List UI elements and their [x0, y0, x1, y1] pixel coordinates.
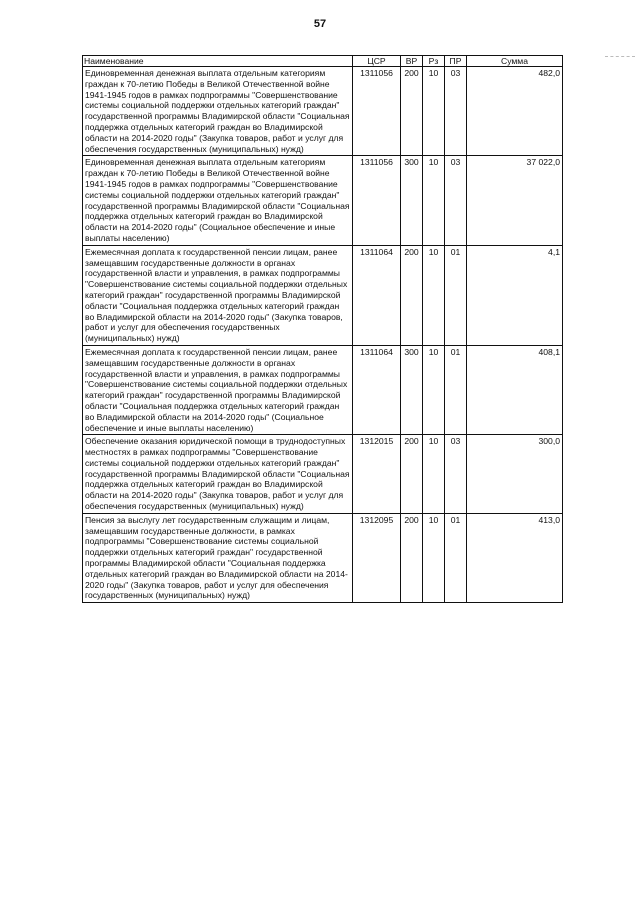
- table-row: [83, 435, 563, 514]
- row-sum: 37 022,0: [467, 156, 563, 245]
- header-pr: ПР: [445, 56, 467, 67]
- row-pr: 01: [445, 245, 467, 345]
- table-row: [83, 156, 563, 245]
- row-sum: 4,1: [467, 245, 563, 345]
- table-header-row: [83, 56, 563, 67]
- header-vr: ВР: [401, 56, 423, 67]
- table-row: [83, 345, 563, 434]
- row-rz: 10: [423, 345, 445, 434]
- row-rz: 10: [423, 435, 445, 514]
- row-sum: 300,0: [467, 435, 563, 514]
- header-name: Наименование: [83, 56, 353, 67]
- row-vr: 200: [401, 245, 423, 345]
- header-rz: Рз: [423, 56, 445, 67]
- row-name: Ежемесячная доплата к государственной пенсии лицам, ранее замещавшим государственные должности в органах государственной власти и управления, в рамках подпрограммы "Совершенствование системы социальной поддержки отдельных категорий граждан" государственной программы Владимирской области "Социальная поддержка отдельных категорий граждан во Владимирской области на 2014-2020 годы" (Социальное обеспечение и иные выплаты населению): [83, 345, 353, 434]
- table-row: [83, 67, 563, 156]
- row-name: Обеспечение оказания юридической помощи в труднодоступных местностях в рамках подпрограммы "Совершенствование системы социальной поддержки отдельных категорий граждан" государственной программы Владимирской области "Социальная поддержка отдельных категорий граждан во Владимирской области на 2014-2020 годы" (Закупка товаров, работ и услуг для обеспечения государственных (муниципальных) нужд): [83, 435, 353, 514]
- row-vr: 200: [401, 513, 423, 602]
- row-name: Ежемесячная доплата к государственной пенсии лицам, ранее замещавшим государственные должности в органах государственной власти и управления, в рамках подпрограммы "Совершенствование системы социальной поддержки отдельных категорий граждан" государственной программы Владимирской области "Социальная поддержка отдельных категорий граждан во Владимирской области на 2014-2020 годы" (Закупка товаров, работ и услуг для обеспечения государственных (муниципальных) нужд): [83, 245, 353, 345]
- row-name: Единовременная денежная выплата отдельным категориям граждан к 70-летию Победы в Великой Отечественной войне 1941-1945 годов в рамках подпрограммы "Совершенствование системы социальной поддержки отдельных категорий граждан" государственной программы Владимирской области "Социальная поддержка отдельных категорий граждан во Владимирской области на 2014-2020 годы" (Закупка товаров, работ и услуг для обеспечения государственных (муниципальных) нужд): [83, 67, 353, 156]
- row-sum: 482,0: [467, 67, 563, 156]
- row-sum: 413,0: [467, 513, 563, 602]
- row-csr: 1311056: [353, 156, 401, 245]
- row-csr: 1311064: [353, 345, 401, 434]
- row-pr: 03: [445, 67, 467, 156]
- row-pr: 03: [445, 435, 467, 514]
- header-csr: ЦСР: [353, 56, 401, 67]
- scan-mark: [605, 56, 635, 57]
- table-row: [83, 513, 563, 602]
- row-vr: 300: [401, 156, 423, 245]
- row-pr: 03: [445, 156, 467, 245]
- row-name: Пенсия за выслугу лет государственным служащим и лицам, замещавшим государственные должности, в рамках подпрограммы "Совершенствование системы социальной поддержки отдельных категорий граждан" государственной программы Владимирской области "Социальная поддержка отдельных категорий граждан во Владимирской области на 2014-2020 годы" (Закупка товаров, работ и услуг для обеспечения государственных (муниципальных) нужд): [83, 513, 353, 602]
- row-rz: 10: [423, 513, 445, 602]
- row-csr: 1312095: [353, 513, 401, 602]
- row-sum: 408,1: [467, 345, 563, 434]
- table-row: [83, 245, 563, 345]
- row-csr: 1312015: [353, 435, 401, 514]
- budget-table: [82, 55, 563, 603]
- row-rz: 10: [423, 67, 445, 156]
- header-sum: Сумма: [467, 56, 563, 67]
- row-name: Единовременная денежная выплата отдельным категориям граждан к 70-летию Победы в Великой Отечественной войне 1941-1945 годов в рамках подпрограммы "Совершенствование системы социальной поддержки отдельных категорий граждан" государственной программы Владимирской области "Социальная поддержка отдельных категорий граждан во Владимирской области на 2014-2020 годы" (Социальное обеспечение и иные выплаты населению): [83, 156, 353, 245]
- row-vr: 300: [401, 345, 423, 434]
- row-csr: 1311056: [353, 67, 401, 156]
- row-csr: 1311064: [353, 245, 401, 345]
- row-rz: 10: [423, 156, 445, 245]
- row-vr: 200: [401, 435, 423, 514]
- row-pr: 01: [445, 345, 467, 434]
- row-rz: 10: [423, 245, 445, 345]
- row-pr: 01: [445, 513, 467, 602]
- page-number: 57: [313, 18, 327, 30]
- row-vr: 200: [401, 67, 423, 156]
